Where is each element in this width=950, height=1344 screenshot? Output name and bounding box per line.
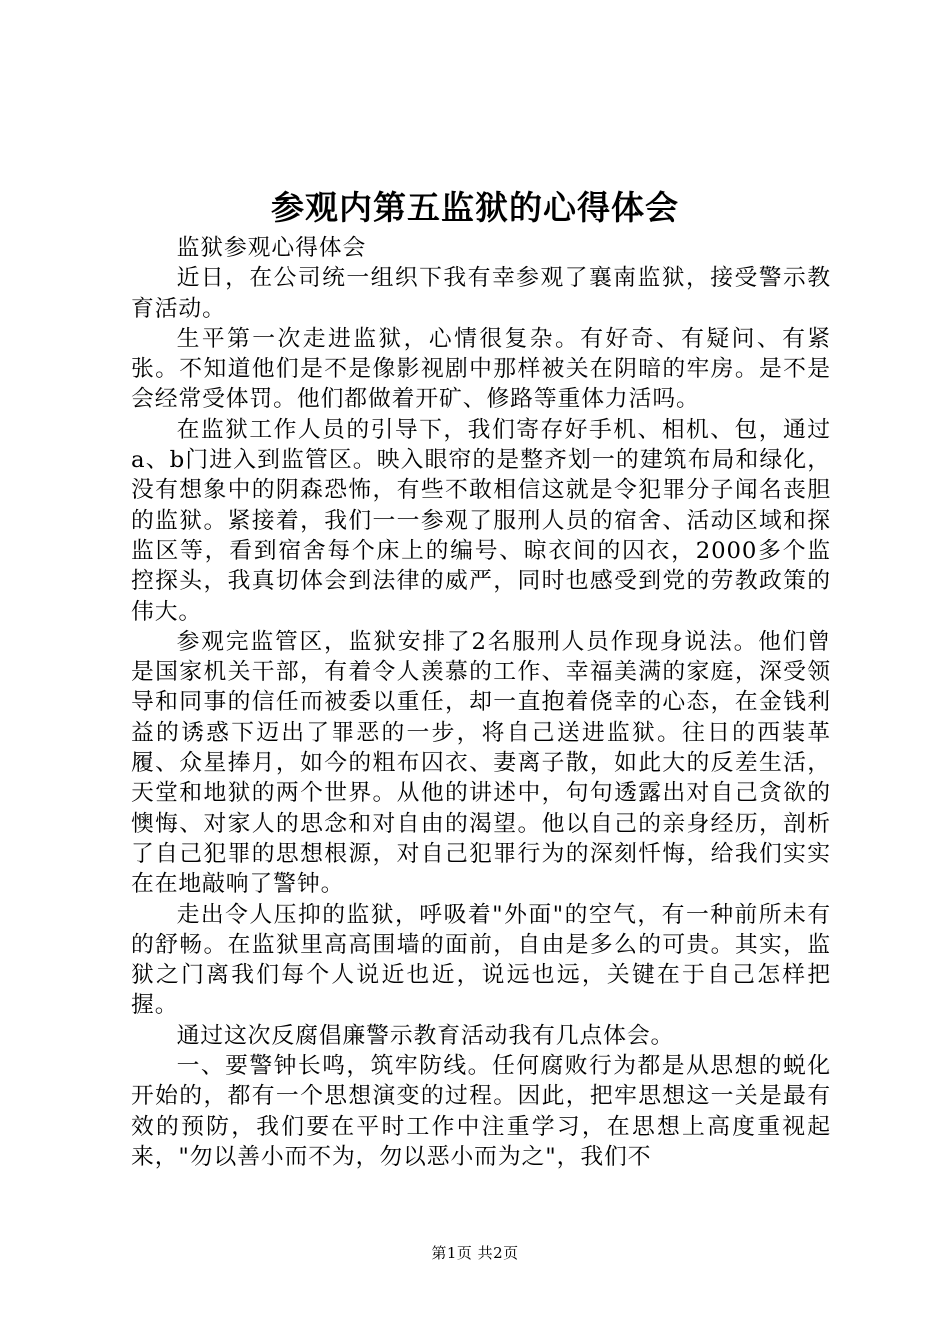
paragraph: 一、要警钟长鸣，筑牢防线。任何腐败行为都是从思想的蜕化开始的，都有一个思想演变的过程。因此，把牢思想这一关是最有效的预防，我们要在平时工作中注重学习，在思想上高度重视起来，"勿以善小而不为，勿以恶小而为之"，我们不 bbox=[131, 1053, 831, 1170]
document-body bbox=[131, 233, 831, 1172]
document-title: 参观内第五监狱的心得体会 bbox=[271, 188, 679, 227]
page-footer: 第1页 共2页 bbox=[431, 1244, 519, 1262]
paragraph: 走出令人压抑的监狱，呼吸着"外面"的空气，有一种前所未有的舒畅。在监狱里高高围墙的面前，自由是多么的可贵。其实，监狱之门离我们每个人说近也近，说远也远，关键在于自己怎样把握。 bbox=[131, 901, 831, 1019]
paragraph: 参观完监管区，监狱安排了2名服刑人员作现身说法。他们曾是国家机关干部，有着令人羡慕的工作、幸福美满的家庭，深受领导和同事的信任而被委以重任，却一直抱着侥幸的心态，在金钱利益的诱惑下迈出了罪恶的一步，将自己送进监狱。往日的西装革履、众星捧月，如今的粗布囚衣、妻离子散，如此大的反差生活，天堂和地狱的两个世界。从他的讲述中，句句透露出对自己贪欲的懊悔、对家人的思念和对自由的渴望。他以自己的亲身经历，剖析了自己犯罪的思想根源，对自己犯罪行为的深刻忏悔，给我们实实在在地敲响了警钟。 bbox=[131, 628, 831, 898]
paragraph-subtitle: 监狱参观心得体会 bbox=[176, 235, 367, 261]
paragraph: 生平第一次走进监狱，心情很复杂。有好奇、有疑问、有紧张。不知道他们是不是像影视剧中那样被关在阴暗的牢房。是不是会经常受体罚。他们都做着开矿、修路等重体力活吗。 bbox=[131, 325, 831, 413]
paragraph: 在监狱工作人员的引导下，我们寄存好手机、相机、包，通过a、b门进入到监管区。映入眼帘的是整齐划一的建筑布局和绿化，没有想象中的阴森恐怖，有些不敢相信这就是令犯罪分子闻名丧胆的监狱。紧接着，我们一一参观了服刑人员的宿舍、活动区域和探监区等，看到宿舍每个床上的编号、晾衣间的囚衣，2000多个监控探头，我真切体会到法律的威严，同时也感受到党的劳教政策的伟大。 bbox=[131, 416, 831, 625]
paragraph: 近日，在公司统一组织下我有幸参观了襄南监狱，接受警示教育活动。 bbox=[131, 265, 831, 322]
paragraph: 通过这次反腐倡廉警示教育活动我有几点体会。 bbox=[176, 1022, 675, 1049]
